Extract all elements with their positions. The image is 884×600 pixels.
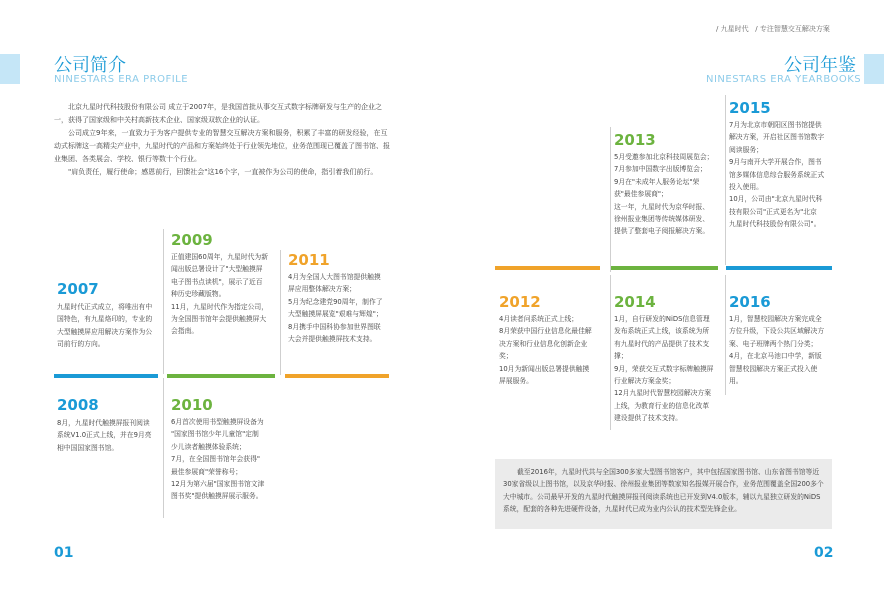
entry-line: 提供了整套电子阅报解决方案。	[614, 227, 710, 236]
entry-text	[288, 271, 396, 345]
entry-line: 正值建国60周年，九星时代为新	[171, 253, 269, 261]
entry-line: 闻出版总署设计了"大型触摸屏	[171, 265, 263, 274]
entry-text	[729, 119, 841, 231]
entry-line: 12月九星时代智慧校园解决方案	[614, 389, 712, 398]
timeline-guide	[610, 127, 611, 272]
entry-line: 馆多媒体信息综合服务系统正式	[729, 170, 825, 179]
entry-line: 撑；	[614, 352, 628, 361]
timeline-bar-orange	[285, 374, 389, 378]
entry-line: 5月受邀参加北京科技周展览会；	[614, 153, 714, 161]
summary-text: 截至2016年，九星时代共与全国300多家大型图书馆客户，其中包括国家图书馆、山东省图书馆等近30家省级以上图书馆，以及京华时报、徐州报业集团等数家知名报媒开展合作，业务范围覆盖全国200多个大中城市。公司最早开发的九星时代触摸屏报刊阅读系统也已开发到V4.0版本，辅以九星独立研发的NiDS系统，配套的各种先进硬件设备，九星时代已成为业内公认的技术型先锋企业。	[503, 468, 824, 514]
entry-line: 10月为新闻出版总署提供触摸	[499, 364, 590, 373]
entry-line: 大型触摸屏展览"艰难与辉煌"；	[288, 310, 383, 319]
entry-line: 少儿读者触摸体验系统；	[171, 442, 246, 451]
entry-line: 投入使用。	[729, 183, 763, 192]
entry-text	[614, 313, 726, 425]
intro-paragraph: "肩负责任，履行使命；感恩前行，回馈社会"这16个字，一直被作为公司的使命，指引着我们前行。	[68, 168, 378, 176]
entry-line: 种历史珍藏版物。	[171, 290, 226, 299]
entry-line: 屏展服务。	[499, 377, 533, 386]
entry-line: 发布系统正式上线，该系统为所	[614, 327, 710, 336]
timeline-bar-green	[167, 374, 275, 378]
header-separator: /	[750, 25, 760, 33]
entry-year: 2013	[614, 131, 656, 149]
entry-line: 案、电子班牌两个热门分类；	[729, 339, 818, 348]
timeline-entry-2009	[171, 232, 281, 338]
entry-line: 7月，在全国图书馆年会获得"	[171, 455, 261, 464]
page-number-right: 02	[814, 545, 834, 561]
entry-line: 决方案和行业信息化创新企业	[499, 339, 588, 348]
entry-line: 9月在"未成年人服务论坛"荣	[614, 177, 700, 186]
entry-line: 奖；	[499, 352, 513, 361]
entry-year: 2010	[171, 396, 213, 414]
timeline-entry-2012	[499, 294, 609, 387]
entry-year: 2014	[614, 293, 656, 311]
entry-line: 徐州报业集团等传统媒体研发、	[614, 215, 710, 224]
timeline-entry-2008	[57, 397, 165, 454]
entry-line: "国家图书馆少年儿童馆"定制	[171, 430, 259, 439]
entry-line: 7月为北京市朝阳区图书馆提供	[729, 121, 822, 129]
entry-line: 12月为第六届"国家图书馆文津	[171, 480, 265, 489]
entry-line: 9月与南开大学开展合作，图书	[729, 158, 822, 167]
entry-year: 2011	[288, 251, 330, 269]
entry-line: 9月，荣获交互式数字标牌触摸屏	[614, 364, 714, 373]
entry-line: 1月，自行研发的NiDS信息管理	[614, 315, 710, 323]
entry-line: 国特色，有九星烙印的，专业的	[57, 315, 153, 324]
header-nav-brand: 九星时代	[720, 25, 749, 33]
entry-line: 方位升级，下设公共区域解决方	[729, 327, 825, 336]
summary-box	[495, 459, 832, 529]
entry-line: 行业解决方案金奖；	[614, 377, 676, 386]
entry-line: 智慧校园解决方案正式投入使	[729, 364, 818, 373]
entry-year: 2008	[57, 396, 99, 414]
intro-paragraph: 公司成立9年来，一直致力于为客户提供专业的智慧交互解决方案和服务，积累了丰富的研发经验，在互动式标牌这一高精尖产业中，九星时代的产品和方案始终处于行业领先地位，业务范围现已覆盖了图书馆、报业集团、各类展会、学校、银行等数十个行业。	[54, 129, 390, 163]
timeline-bar-blue	[54, 374, 158, 378]
entry-line: 电子图书点读机"，展示了近百	[171, 277, 263, 286]
entry-line: 4月为全国人大图书馆提供触摸	[288, 273, 381, 281]
entry-text	[57, 417, 165, 454]
entry-line: 建设提供了技术支持。	[614, 414, 682, 423]
entry-text	[614, 151, 724, 238]
left-title-band	[0, 54, 20, 84]
entry-line: 大会并提供触摸屏技术支持。	[288, 335, 377, 344]
entry-line: 屏应用整体解决方案；	[288, 285, 356, 294]
entry-text	[729, 313, 841, 387]
entry-year: 2012	[499, 293, 541, 311]
entry-line: 8月荣获中国行业信息化最佳解	[499, 327, 592, 336]
entry-line: 6月首次使用书型触摸屏设备为	[171, 418, 264, 426]
entry-line: 会指南。	[171, 327, 199, 336]
entry-line: 大型触摸屏应用解决方案作为公	[57, 327, 153, 336]
header-separator: /	[716, 25, 721, 33]
timeline-bar-blue	[726, 266, 832, 270]
entry-line: 这一年，九星时代为京华时报、	[614, 202, 710, 211]
entry-year: 2015	[729, 99, 771, 117]
company-intro	[54, 101, 392, 179]
timeline-bar-orange	[495, 266, 600, 270]
left-title: 公司简介	[54, 55, 126, 76]
intro-paragraph: 北京九星时代科技股份有限公司 成立于2007年，是我国首批从事交互式数字标牌研发与生产的企业之一，获得了国家级和中关村高新技术企业、国家级双软企业的认证。	[54, 103, 383, 124]
entry-line: 解决方案，开启社区图书馆数字	[729, 133, 825, 142]
entry-line: 为全国图书馆年会提供触摸屏大	[171, 315, 267, 324]
entry-year: 2007	[57, 280, 99, 298]
entry-text	[171, 416, 283, 503]
right-title: 公司年鉴	[784, 55, 856, 76]
entry-line: 最佳参展商"荣誉称号；	[171, 467, 243, 476]
entry-line: 图书奖"提供触摸屏展示服务。	[171, 492, 263, 501]
entry-line: 九星时代正式成立，将唯出有中	[57, 303, 153, 311]
left-subtitle: NINESTARS ERA PROFILE	[54, 74, 189, 85]
entry-line: 4月读者问系统正式上线；	[499, 315, 579, 323]
timeline-entry-2015	[729, 100, 841, 231]
right-title-band	[864, 54, 884, 84]
entry-line: 技有限公司"正式更名为"北京	[729, 207, 817, 216]
entry-text	[57, 301, 165, 351]
timeline-entry-2011	[288, 252, 396, 345]
header-nav	[716, 24, 830, 34]
entry-text	[499, 313, 609, 387]
page-number-left: 01	[54, 545, 74, 561]
timeline-entry-2014	[614, 294, 726, 425]
entry-line: 九星时代科技股份有限公司"。	[729, 220, 821, 229]
header-nav-slogan: 专注智慧交互解决方案	[759, 25, 830, 33]
entry-line: 8月，九星时代触摸屏报刊阅读	[57, 419, 150, 427]
entry-line: 阅读服务；	[729, 145, 763, 154]
entry-year: 2016	[729, 293, 771, 311]
timeline-bar-green	[611, 266, 718, 270]
entry-line: 司前行的方向。	[57, 340, 105, 349]
entry-line: 上线，为教育行业的信息化改革	[614, 401, 710, 410]
timeline-entry-2010	[171, 397, 283, 503]
entry-line: 5月为纪念建党90周年，制作了	[288, 297, 383, 306]
entry-year: 2009	[171, 231, 213, 249]
timeline-entry-2007	[57, 281, 165, 351]
entry-line: 相中国国家图书馆。	[57, 443, 119, 452]
timeline-guide	[610, 275, 611, 430]
entry-line: 8月携手中国科协参加世界图联	[288, 322, 381, 331]
entry-line: 4月，在北京马池口中学，新版	[729, 352, 822, 361]
entry-text	[171, 251, 281, 338]
entry-line: 11月，九星时代作为指定公司，	[171, 302, 269, 311]
entry-line: 用。	[729, 377, 743, 386]
timeline-guide	[725, 95, 726, 265]
entry-line: 7月参加中国数字出版博览会；	[614, 165, 707, 174]
entry-line: 系统V1.0正式上线，并在9月亮	[57, 431, 152, 440]
entry-line: 获"最佳参展商"；	[614, 190, 668, 199]
timeline-entry-2013	[614, 132, 724, 238]
entry-line: 1月，智慧校园解决方案完成全	[729, 315, 822, 323]
entry-line: 有九星时代的产品提供了技术支	[614, 339, 710, 348]
right-subtitle: NINESTARS ERA YEARBOOKS	[706, 74, 862, 85]
entry-line: 10月，公司由"北京九星时代科	[729, 195, 823, 204]
timeline-entry-2016	[729, 294, 841, 387]
